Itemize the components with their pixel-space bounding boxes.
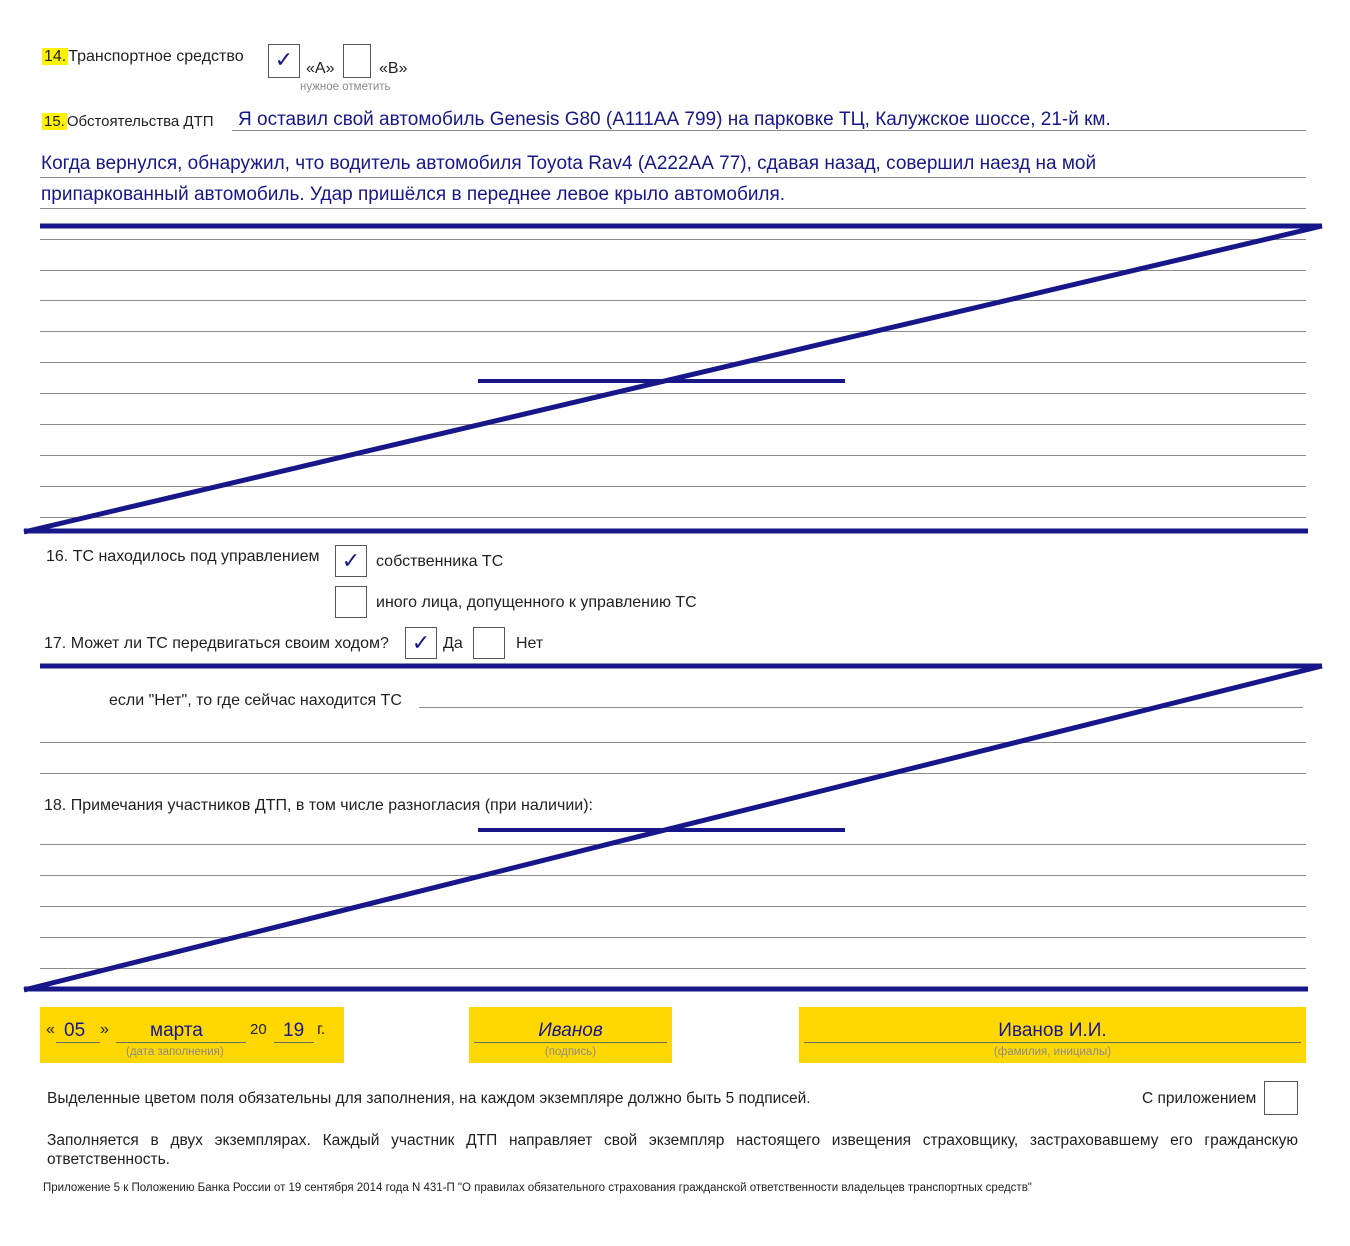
option-other-label: иного лица, допущенного к управлению ТС (376, 594, 697, 611)
date-caption: (дата заполнения) (126, 1046, 224, 1058)
date-close-quote: » (100, 1021, 109, 1038)
check-icon: ✓ (341, 548, 361, 573)
date-field-box[interactable] (40, 1007, 344, 1063)
date-year-suffix: г. (317, 1021, 326, 1038)
date-month: марта (150, 1020, 203, 1041)
full-name-caption: (фамилия, инициалы) (993, 1046, 1112, 1058)
hint-mark-needed: нужное отметить (300, 81, 391, 93)
full-name-field-box[interactable] (799, 1007, 1306, 1063)
option-no-label: Нет (516, 635, 544, 652)
section-15-text: Обстоятельства ДТП (66, 113, 214, 130)
section-15-number: 15. (44, 113, 65, 130)
circumstances-line-3: припаркованный автомобиль. Удар пришёлся в переднее левое крыло автомобиля. (41, 184, 786, 205)
signature-field-box[interactable] (469, 1007, 672, 1063)
section-17-label: 17. Может ли ТС передвигаться своим ходом? (44, 635, 389, 652)
rule (116, 1042, 246, 1043)
section-16-label: 16. ТС находилось под управлением (46, 548, 320, 565)
copies-note: Заполняется в двух экземплярах. Каждый участник ДТП направляет свой экземпляр настоящего извещения страховщику, застраховавшему его гражданскую ответственность. (47, 1132, 1298, 1168)
signature-value: Иванов (538, 1020, 603, 1041)
full-name-value: Иванов И.И. (998, 1020, 1107, 1041)
section-18-label: 18. Примечания участников ДТП, в том числе разногласия (при наличии): (44, 797, 593, 814)
date-open-quote: « (46, 1021, 55, 1038)
checkbox-with-attachment[interactable] (1264, 1081, 1298, 1115)
date-year-prefix: 20 (250, 1021, 267, 1038)
circumstances-line-1: Я оставил свой автомобиль Genesis G80 (А111АА 799) на парковке ТЦ, Калужское шоссе, 21-й км. (238, 109, 1111, 130)
circumstances-line-2: Когда вернулся, обнаружил, что водитель автомобиля Toyota Rav4 (А222АА 77), сдавая назад, совершил наезд на мой (41, 153, 1097, 174)
section-14-number: 14. (44, 48, 67, 65)
section-14-text: Транспортное средство (68, 48, 244, 65)
rule (804, 1042, 1301, 1043)
required-fields-note: Выделенные цветом поля обязательны для заполнения, на каждом экземпляре должно быть 5 подписей. (47, 1090, 811, 1107)
option-yes-label: Да (443, 635, 463, 652)
rule (56, 1042, 100, 1043)
date-year: 19 (283, 1020, 305, 1041)
if-no-location-label: если "Нет", то где сейчас находится ТС (109, 692, 402, 709)
attachment-label: С приложением (1142, 1090, 1257, 1107)
check-icon: ✓ (274, 47, 294, 72)
check-icon: ✓ (411, 630, 431, 655)
option-a-label: «А» (306, 60, 335, 77)
signature-caption: (подпись) (544, 1046, 597, 1058)
appendix-note: Приложение 5 к Положению Банка России от 19 сентября 2014 года N 431-П "О правилах обязательного страхования гражданской ответственности владельцев транспортных средств" (43, 1182, 1032, 1194)
option-owner-label: собственника ТС (376, 553, 504, 570)
date-day: 05 (64, 1020, 86, 1041)
rule (274, 1042, 314, 1043)
option-b-label: «В» (379, 60, 408, 77)
rule (474, 1042, 667, 1043)
